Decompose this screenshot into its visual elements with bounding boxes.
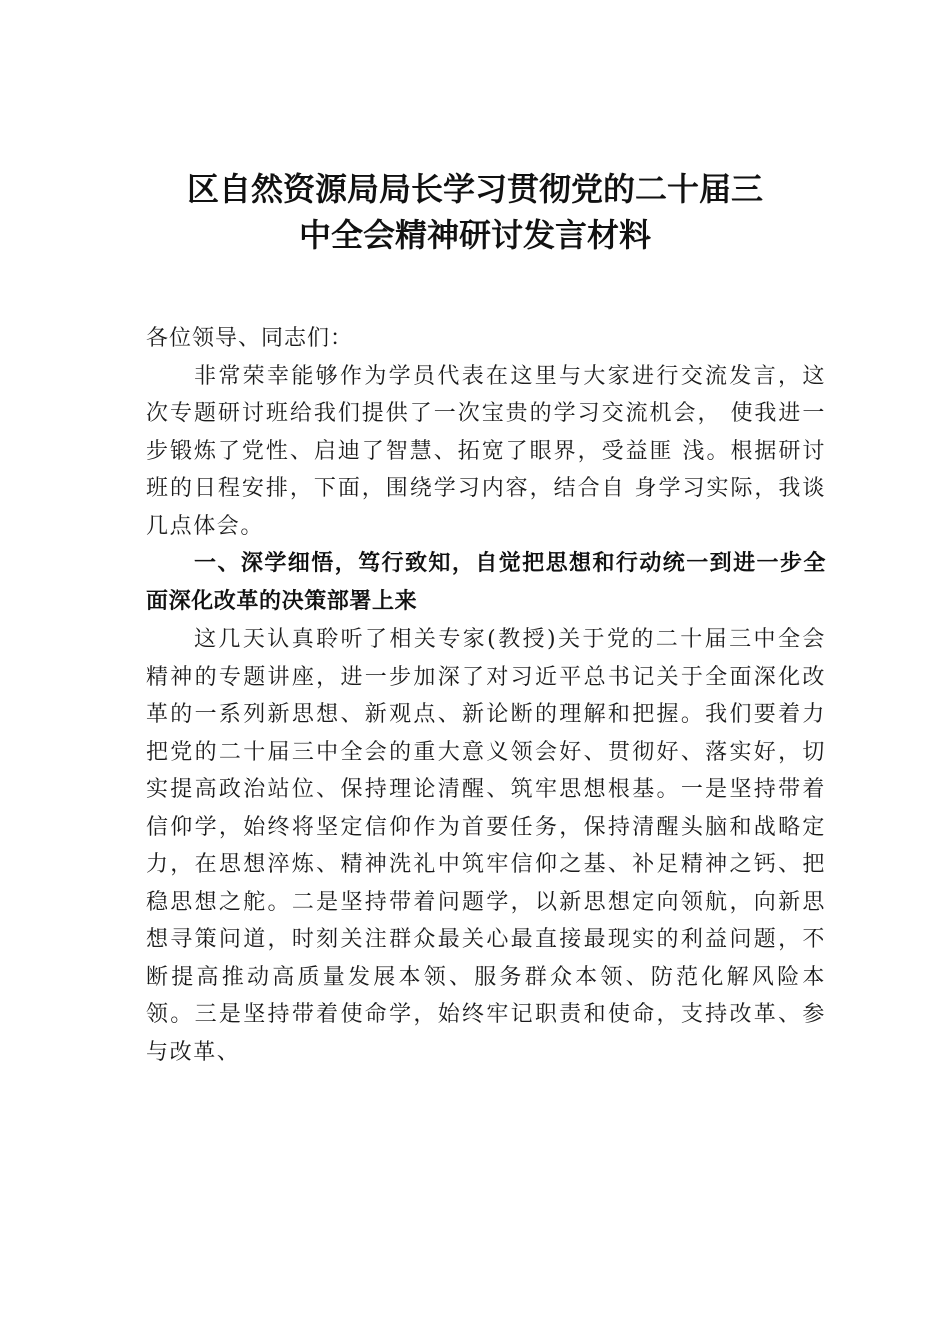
document-body (146, 320, 826, 1071)
section-1-paragraph: 这几天认真聆听了相关专家(教授)关于党的二十届三中全会精神的专题讲座，进一步加深了对习近平总书记关于全面深化改革的一系列新思想、新观点、新论断的理解和把握。我们要着力把党的二十届三中全会的重大意义领会好、贯彻好、落实好，切实提高政治站位、保持理论清醒、筑牢思想根基。一是坚持带着信仰学，始终将坚定信仰作为首要任务，保持清醒头脑和战略定力，在思想淬炼、精神洗礼中筑牢信仰之基、补足精神之钙、把稳思想之舵。二是坚持带着问题学，以新思想定向领航，向新思想寻策问道，时刻关注群众最关心最直接最现实的利益问题，不断提高推动高质量发展本领、服务群众本领、防范化解风险本领。三是坚持带着使命学，始终牢记职责和使命，支持改革、参与改革、 (146, 627, 826, 1065)
title-line-2: 中全会精神研讨发言材料 (298, 216, 651, 254)
title-line-1: 区自然资源局局长学习贯彻党的二十届三 (186, 170, 763, 208)
document-title (0, 166, 950, 258)
section-1-heading: 一、深学细悟，笃行致知，自觉把思想和行动统一到进一步全面深化改革的决策部署上来 (146, 551, 826, 614)
salutation: 各位领导、同志们： (146, 326, 354, 351)
intro-paragraph: 非常荣幸能够作为学员代表在这里与大家进行交流发言，这次专题研讨班给我们提供了一次宝贵的学习交流机会， 使我进一步锻炼了党性、启迪了智慧、拓宽了眼界，受益匪 浅。根据研讨班的日程安排，下面，围绕学习内容，结合自 身学习实际，我谈几点体会。 (146, 363, 826, 539)
